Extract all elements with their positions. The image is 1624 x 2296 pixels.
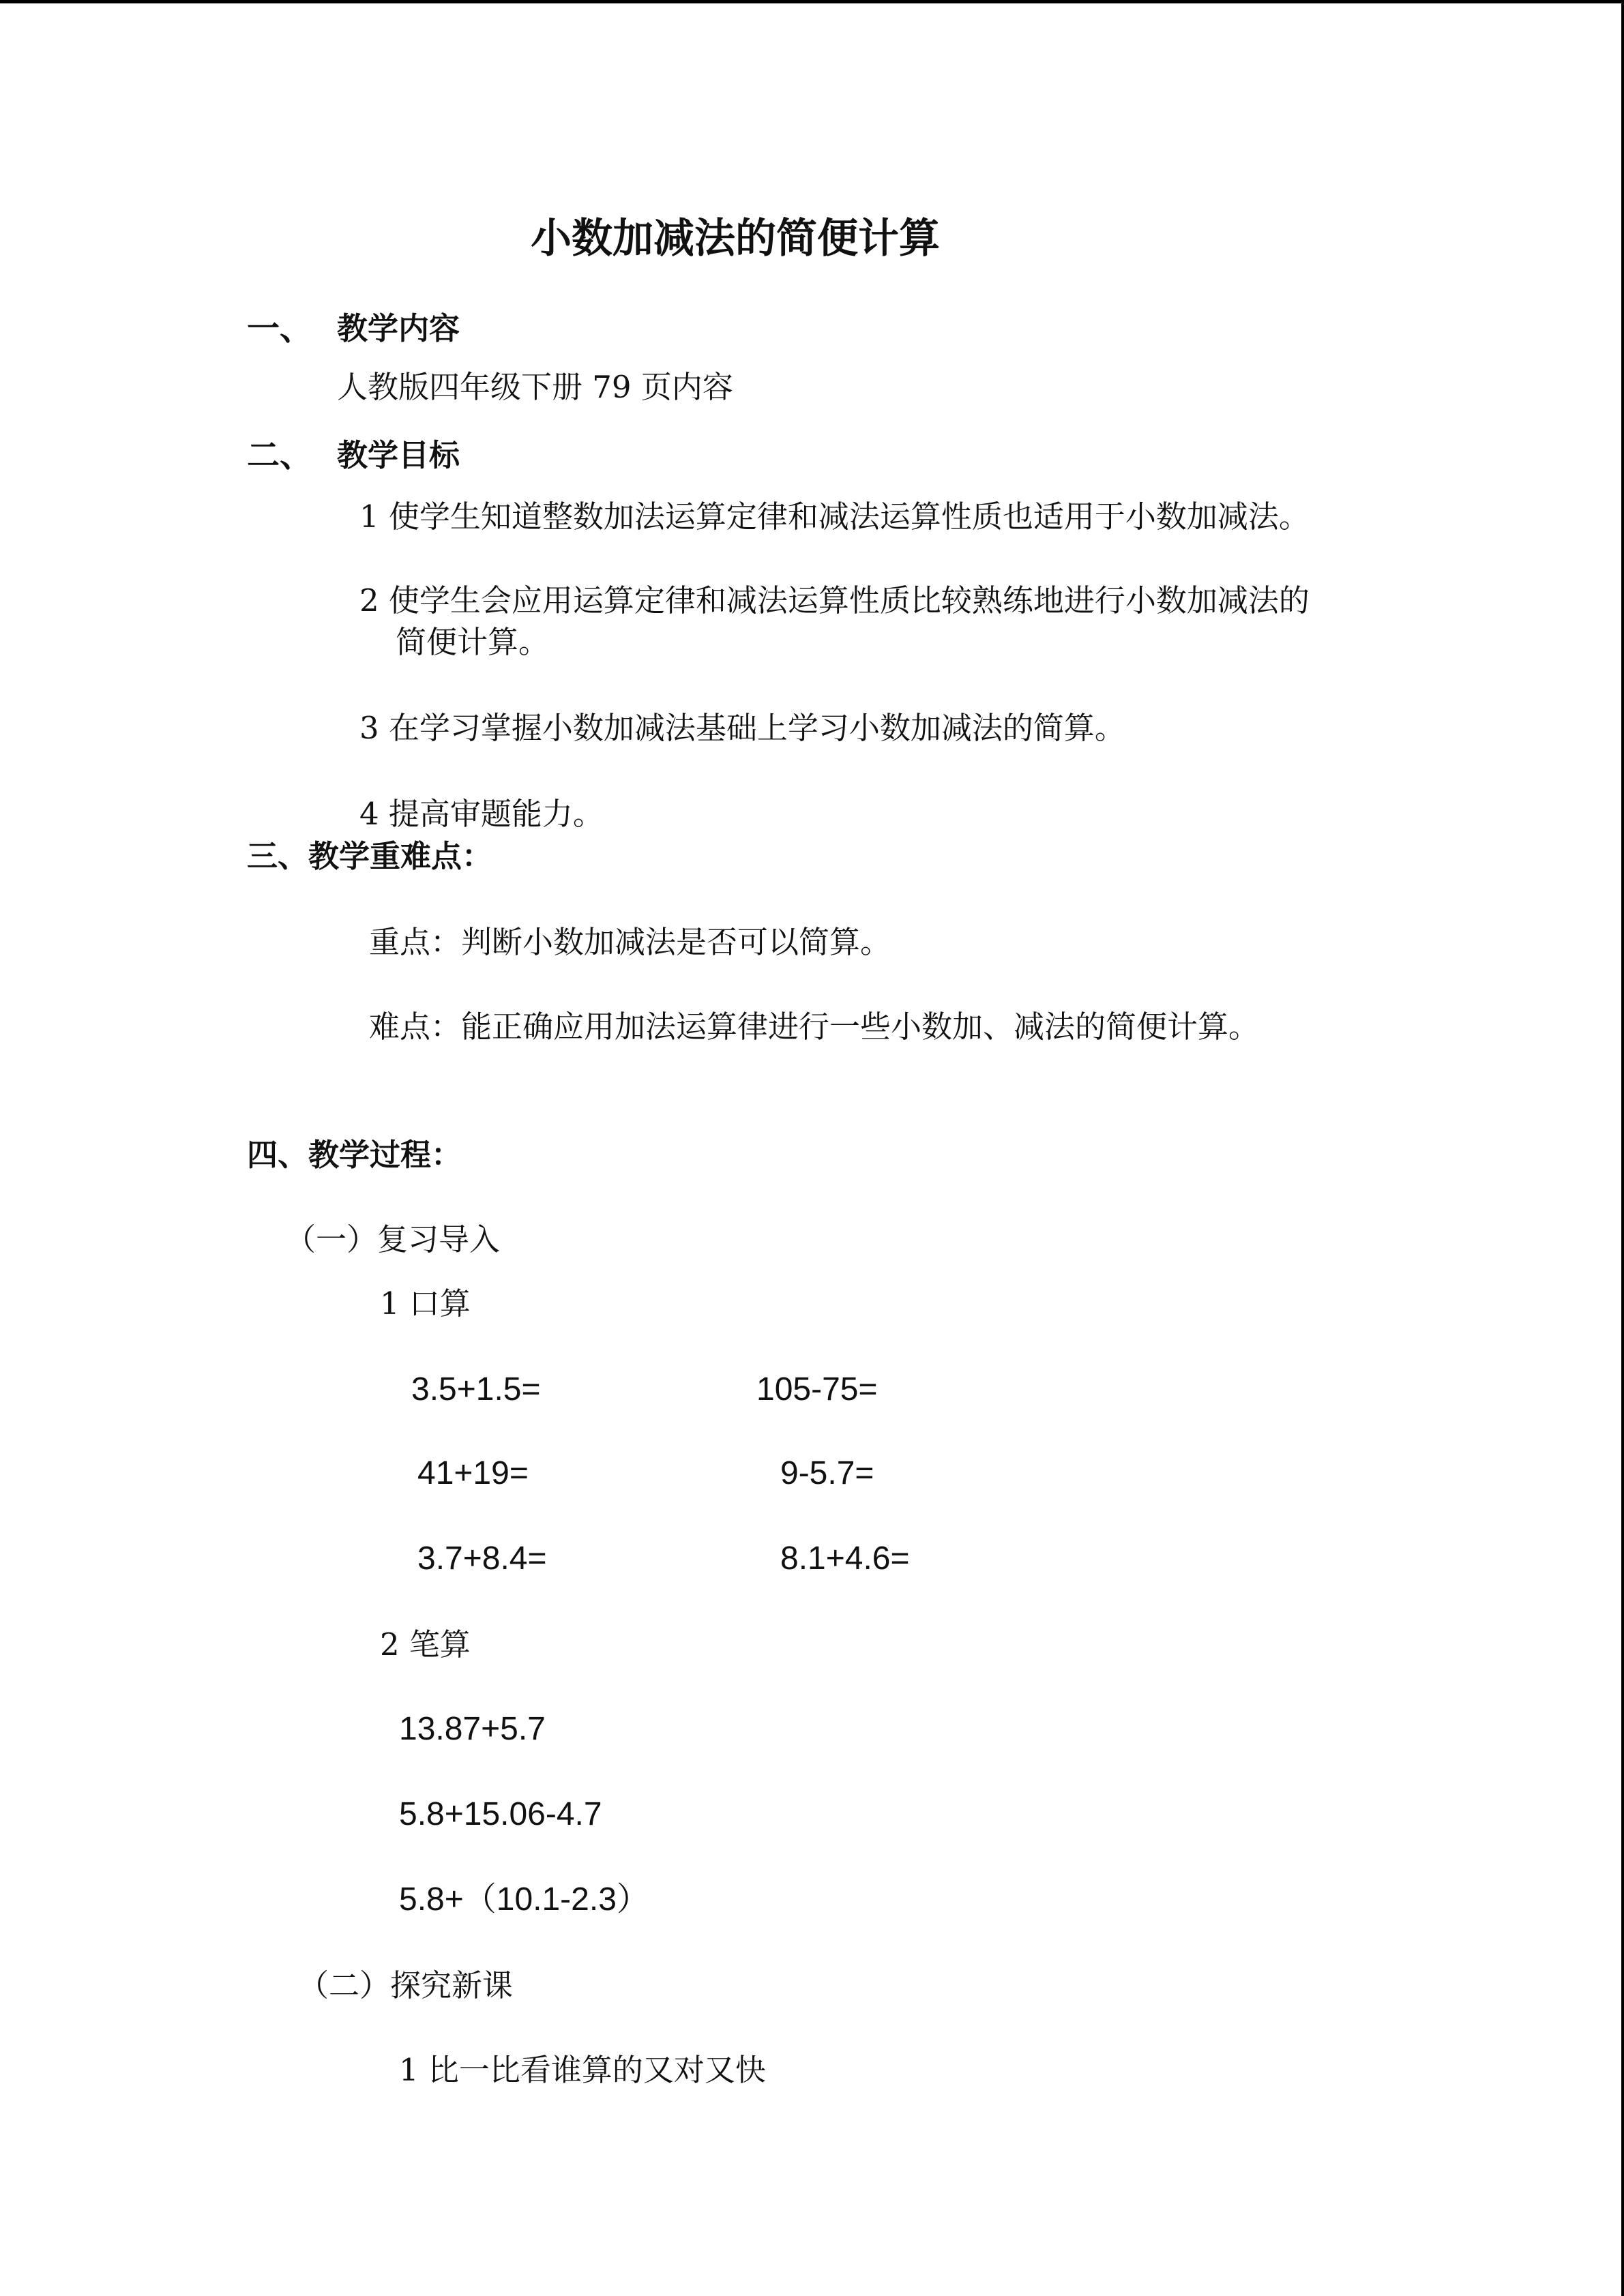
goal-item-2-continued: 简便计算。 [396,624,550,660]
oral-problem-6: 8.1+4.6= [780,1540,910,1577]
page-top-border [0,0,1624,3]
part-2-item-1: 1 比一比看谁算的又对又快 [399,2052,766,2088]
section-1-number: 一、 [247,310,313,348]
written-problem-3: 5.8+（10.1-2.3） [399,1881,649,1918]
section-1-heading: 教学内容 [337,310,460,346]
part-2-label: （二）探究新课 [298,1967,514,2003]
oral-calculation-label: 1 口算 [380,1285,471,1322]
part-1-label: （一）复习导入 [285,1221,501,1257]
oral-problem-3: 41+19= [417,1455,529,1491]
goal-item-3: 3 在学习掌握小数加减法基础上学习小数加减法的简算。 [359,710,1125,746]
section-4-heading: 四、教学过程： [247,1137,462,1173]
oral-problem-2: 105-75= [756,1371,878,1407]
page-title: 小数加减法的简便计算 [531,215,940,263]
section-1-body: 人教版四年级下册 79 页内容 [337,369,733,405]
oral-problem-1: 3.5+1.5= [411,1371,541,1407]
written-calculation-label: 2 笔算 [380,1626,471,1663]
written-problem-2: 5.8+15.06-4.7 [399,1796,602,1832]
key-point: 重点：判断小数加减法是否可以简算。 [369,924,891,960]
section-3-heading: 三、教学重难点： [247,838,493,874]
written-problem-1: 13.87+5.7 [399,1711,546,1747]
goal-item-1: 1 使学生知道整数加法运算定律和减法运算性质也适用于小数加减法。 [359,498,1310,535]
oral-problem-5: 3.7+8.4= [417,1540,547,1577]
section-2-heading: 教学目标 [337,437,460,473]
section-2-number: 二、 [247,436,313,475]
goal-item-4: 4 提高审题能力。 [359,796,604,832]
difficult-point: 难点：能正确应用加法运算律进行一些小数加、减法的简便计算。 [369,1009,1260,1045]
goal-item-2: 2 使学生会应用运算定律和减法运算性质比较熟练地进行小数加减法的 [359,582,1310,618]
page-right-border [1621,0,1624,2296]
oral-problem-4: 9-5.7= [780,1455,874,1491]
